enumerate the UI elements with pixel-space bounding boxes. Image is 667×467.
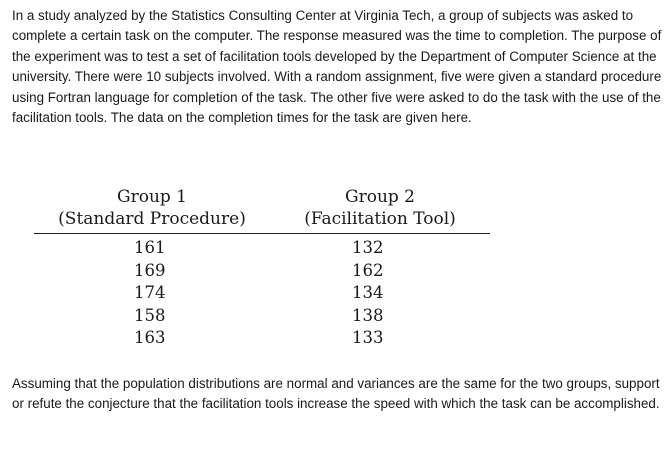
- group1-cell: 158: [134, 305, 166, 325]
- table-row: [34, 282, 490, 305]
- group1-cell: 169: [134, 260, 166, 280]
- group2-cell: 134: [352, 283, 384, 302]
- group1-title: Group 1: [117, 187, 187, 207]
- group2-cell: 133: [352, 328, 384, 347]
- problem-question-text: Assuming that the population distributions are normal and variances are the same for the two groups, support or refute the conjecture that the facilitation tools increase the speed with which the task can be accomplished.: [12, 376, 660, 412]
- header-divider: [34, 233, 490, 234]
- table-row: [34, 260, 490, 283]
- group2-title: Group 2: [345, 187, 415, 207]
- group1-cell: 161: [134, 238, 166, 257]
- group1-subtitle: (Standard Procedure): [58, 209, 246, 229]
- table-header-subtitles: [34, 208, 490, 230]
- group1-cell: 174: [134, 283, 166, 302]
- group2-subtitle: (Facilitation Tool): [304, 209, 456, 229]
- table-header-titles: [34, 186, 490, 208]
- group1-cell: 163: [134, 328, 166, 347]
- group2-cell: 132: [352, 238, 384, 257]
- completion-times-table: [34, 186, 490, 350]
- table-row: [34, 237, 490, 260]
- table-row: [34, 305, 490, 328]
- group2-cell: 162: [352, 260, 384, 280]
- group2-cell: 138: [352, 305, 384, 325]
- table-row: [34, 327, 490, 350]
- problem-intro-text: In a study analyzed by the Statistics Consulting Center at Virginia Tech, a group of subjects was asked to complete a certain task on the computer. The response measured was the time to completion. The purpose of the experiment was to test a set of facilitation tools developed by the Department of Computer Science at the university. There were 10 subjects involved. With a random assignment, five were given a standard procedure using Fortran language for completion of the task. The other five were asked to do the task with the use of the facilitation tools. The data on the completion times for the task are given here.: [12, 8, 662, 126]
